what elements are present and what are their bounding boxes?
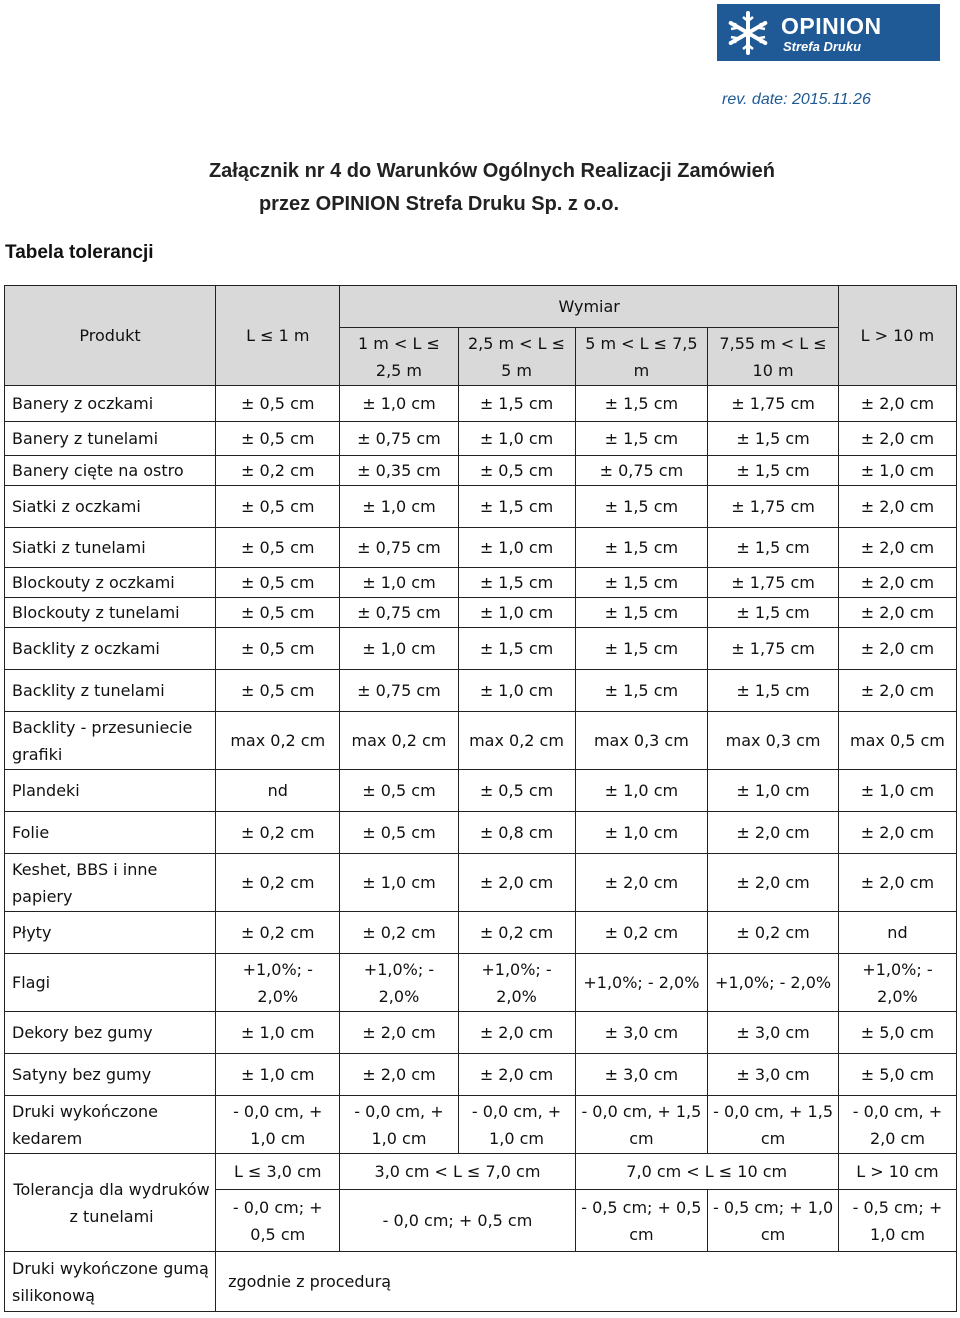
table-row — [5, 712, 957, 770]
tolerance-value: ± 1,0 cm — [340, 854, 458, 912]
tolerance-value: - 0,0 cm, + 1,5 cm — [708, 1096, 839, 1154]
tolerance-value: ± 1,0 cm — [340, 386, 458, 422]
tolerance-value: ± 1,75 cm — [708, 486, 839, 528]
tolerance-value: - 0,0 cm, + 1,5 cm — [575, 1096, 708, 1154]
product-name: Siatki z tunelami — [5, 528, 216, 568]
document-title-line-2: przez OPINION Strefa Druku Sp. z o.o. — [258, 193, 620, 215]
tolerance-value: ± 1,5 cm — [575, 486, 708, 528]
table-row — [5, 670, 957, 712]
header-product: Produkt — [5, 286, 216, 386]
tolerance-value: ± 3,0 cm — [708, 1012, 839, 1054]
tolerance-value: ± 1,5 cm — [575, 568, 708, 598]
tolerance-value: ± 1,0 cm — [838, 770, 956, 812]
product-name: Keshet, BBS i inne papiery — [5, 854, 216, 912]
tolerance-value: ± 1,5 cm — [458, 486, 575, 528]
tolerance-value: ± 0,8 cm — [458, 812, 575, 854]
tolerance-value: ± 0,75 cm — [575, 456, 708, 486]
product-name: Dekory bez gumy — [5, 1012, 216, 1054]
header-col-1: 1 m < L ≤ 2,5 m — [340, 328, 458, 386]
tunnel-range-header: L ≤ 3,0 cm — [216, 1154, 340, 1190]
tolerance-value: ± 1,0 cm — [838, 456, 956, 486]
product-name: Druki wykończone kedarem — [5, 1096, 216, 1154]
tolerance-value: ± 0,75 cm — [340, 670, 458, 712]
tolerance-value: ± 0,5 cm — [458, 456, 575, 486]
tolerance-value: ± 0,2 cm — [340, 912, 458, 954]
tolerance-value: ± 2,0 cm — [838, 598, 956, 628]
tunnel-header-row — [5, 1154, 957, 1190]
product-name: Blockouty z tunelami — [5, 598, 216, 628]
tolerance-value: ± 2,0 cm — [708, 854, 839, 912]
tolerance-value: ± 5,0 cm — [838, 1054, 956, 1096]
tolerance-value: ± 1,75 cm — [708, 386, 839, 422]
product-name: Folie — [5, 812, 216, 854]
tolerance-value: ± 1,75 cm — [708, 568, 839, 598]
tolerance-value: ± 2,0 cm — [838, 386, 956, 422]
tolerance-value: ± 5,0 cm — [838, 1012, 956, 1054]
header-dimension: Wymiar — [340, 286, 838, 328]
product-name: Siatki z oczkami — [5, 486, 216, 528]
tolerance-value: ± 0,5 cm — [216, 598, 340, 628]
tolerance-value: - 0,0 cm, + 2,0 cm — [838, 1096, 956, 1154]
product-name: Backlity - przesuniecie grafiki — [5, 712, 216, 770]
tolerance-value: ± 0,5 cm — [340, 770, 458, 812]
tolerance-value: ± 1,0 cm — [458, 670, 575, 712]
tolerance-value: ± 1,5 cm — [708, 528, 839, 568]
header-col-2: 2,5 m < L ≤ 5 m — [458, 328, 575, 386]
tolerance-value: ± 1,0 cm — [458, 528, 575, 568]
tolerance-value: ± 1,0 cm — [708, 770, 839, 812]
tunnel-product-name: Tolerancja dla wydruków z tunelami — [5, 1154, 216, 1252]
product-name: Banery cięte na ostro — [5, 456, 216, 486]
tolerance-value: max 0,2 cm — [458, 712, 575, 770]
tolerance-value: +1,0%; - 2,0% — [838, 954, 956, 1012]
product-name: Banery z oczkami — [5, 386, 216, 422]
tunnel-range-header: L > 10 cm — [838, 1154, 956, 1190]
header-col-0: L ≤ 1 m — [216, 286, 340, 386]
tolerance-value: ± 0,75 cm — [340, 422, 458, 456]
product-name: Płyty — [5, 912, 216, 954]
tunnel-range-header: 7,0 cm < L ≤ 10 cm — [575, 1154, 838, 1190]
tolerance-value: ± 2,0 cm — [458, 854, 575, 912]
header-col-4: 7,55 m < L ≤ 10 m — [708, 328, 839, 386]
product-name: Blockouty z oczkami — [5, 568, 216, 598]
table-row — [5, 1252, 957, 1312]
tolerance-value: ± 1,0 cm — [340, 568, 458, 598]
tolerance-value: ± 2,0 cm — [838, 854, 956, 912]
tolerance-value: - 0,0 cm, + 1,0 cm — [216, 1096, 340, 1154]
header-row-dimension — [5, 286, 957, 328]
logo-name: OPINION — [781, 13, 882, 39]
tolerance-value: ± 2,0 cm — [575, 854, 708, 912]
tolerance-value: ± 0,2 cm — [575, 912, 708, 954]
product-name: Flagi — [5, 954, 216, 1012]
tolerance-value: +1,0%; - 2,0% — [575, 954, 708, 1012]
tolerance-value: ± 1,5 cm — [708, 422, 839, 456]
tolerance-value: max 0,2 cm — [216, 712, 340, 770]
tolerance-value: ± 1,0 cm — [340, 628, 458, 670]
tolerance-value: ± 0,5 cm — [340, 812, 458, 854]
tolerance-value: ± 1,5 cm — [575, 628, 708, 670]
tolerance-value: max 0,3 cm — [575, 712, 708, 770]
tolerance-value: ± 0,2 cm — [216, 854, 340, 912]
tolerance-value: +1,0%; - 2,0% — [340, 954, 458, 1012]
tolerance-value: nd — [216, 770, 340, 812]
table-row — [5, 528, 957, 568]
tolerance-value: ± 2,0 cm — [838, 812, 956, 854]
table-row — [5, 486, 957, 528]
table-row — [5, 456, 957, 486]
table-row — [5, 598, 957, 628]
tunnel-value: - 0,0 cm; + 0,5 cm — [216, 1190, 340, 1252]
tolerance-value: ± 0,5 cm — [216, 386, 340, 422]
tolerance-value: ± 2,0 cm — [838, 568, 956, 598]
revision-date: rev. date: 2015.11.26 — [722, 91, 871, 108]
tolerance-value: ± 0,2 cm — [458, 912, 575, 954]
tolerance-value: ± 1,5 cm — [458, 628, 575, 670]
tolerance-value: ± 2,0 cm — [458, 1054, 575, 1096]
tolerance-value: ± 1,75 cm — [708, 628, 839, 670]
tolerance-value: - 0,0 cm, + 1,0 cm — [340, 1096, 458, 1154]
tolerance-value: ± 0,2 cm — [708, 912, 839, 954]
tolerance-value: ± 1,0 cm — [340, 486, 458, 528]
tolerance-value: ± 0,75 cm — [340, 528, 458, 568]
table-row — [5, 770, 957, 812]
tolerance-value: ± 3,0 cm — [575, 1012, 708, 1054]
tolerance-value: max 0,5 cm — [838, 712, 956, 770]
logo-subtitle: Strefa Druku — [783, 39, 862, 54]
tolerance-value: ± 2,0 cm — [708, 812, 839, 854]
product-name: Plandeki — [5, 770, 216, 812]
table-row — [5, 568, 957, 598]
tolerance-value: ± 0,5 cm — [216, 628, 340, 670]
tolerance-value: ± 2,0 cm — [838, 670, 956, 712]
snowflake-logo-icon — [725, 10, 771, 56]
table-row — [5, 1096, 957, 1154]
table-row — [5, 812, 957, 854]
tolerance-value: ± 1,5 cm — [575, 386, 708, 422]
tolerance-value: ± 0,2 cm — [216, 912, 340, 954]
tolerance-value: ± 1,0 cm — [575, 812, 708, 854]
tolerance-value: ± 3,0 cm — [708, 1054, 839, 1096]
procedure-note: zgodnie z procedurą — [216, 1252, 957, 1312]
tolerance-value: ± 1,5 cm — [575, 598, 708, 628]
tunnel-value: - 0,0 cm; + 0,5 cm — [340, 1190, 575, 1252]
tolerance-value: ± 1,5 cm — [575, 422, 708, 456]
tolerance-value: +1,0%; - 2,0% — [216, 954, 340, 1012]
tolerance-value: ± 1,5 cm — [458, 386, 575, 422]
tolerance-value: ± 0,35 cm — [340, 456, 458, 486]
tolerance-value: ± 0,5 cm — [216, 422, 340, 456]
tolerance-value: +1,0%; - 2,0% — [708, 954, 839, 1012]
tolerance-value: ± 0,5 cm — [458, 770, 575, 812]
product-name: Backlity z tunelami — [5, 670, 216, 712]
document-title-line-1: Załącznik nr 4 do Warunków Ogólnych Realizacji Zamówień — [208, 160, 776, 182]
tunnel-range-header: 3,0 cm < L ≤ 7,0 cm — [340, 1154, 575, 1190]
tolerance-value: ± 1,5 cm — [708, 456, 839, 486]
table-row — [5, 954, 957, 1012]
header-col-3: 5 m < L ≤ 7,5 m — [575, 328, 708, 386]
tolerance-value: ± 1,5 cm — [575, 528, 708, 568]
tunnel-value: - 0,5 cm; + 0,5 cm — [575, 1190, 708, 1252]
tolerance-table — [4, 285, 957, 1312]
tolerance-value: - 0,0 cm, + 1,0 cm — [458, 1096, 575, 1154]
tolerance-value: max 0,3 cm — [708, 712, 839, 770]
table-row — [5, 854, 957, 912]
tolerance-value: ± 0,75 cm — [340, 598, 458, 628]
tolerance-value: ± 1,5 cm — [708, 598, 839, 628]
tolerance-value: ± 2,0 cm — [340, 1012, 458, 1054]
header-col-5: L > 10 m — [838, 286, 956, 386]
tolerance-value: max 0,2 cm — [340, 712, 458, 770]
tolerance-value: +1,0%; - 2,0% — [458, 954, 575, 1012]
tolerance-value: ± 3,0 cm — [575, 1054, 708, 1096]
tunnel-value: - 0,5 cm; + 1,0 cm — [838, 1190, 956, 1252]
tolerance-value: ± 1,0 cm — [575, 770, 708, 812]
product-name: Backlity z oczkami — [5, 628, 216, 670]
tolerance-value: ± 1,5 cm — [708, 670, 839, 712]
tolerance-value: ± 0,5 cm — [216, 568, 340, 598]
tolerance-value: ± 2,0 cm — [838, 486, 956, 528]
tolerance-value: ± 0,2 cm — [216, 812, 340, 854]
table-row — [5, 912, 957, 954]
tolerance-value: ± 0,5 cm — [216, 528, 340, 568]
tolerance-value: ± 1,5 cm — [458, 568, 575, 598]
table-title: Tabela tolerancji — [5, 242, 154, 263]
tunnel-value: - 0,5 cm; + 1,0 cm — [708, 1190, 839, 1252]
product-name: Satyny bez gumy — [5, 1054, 216, 1096]
tolerance-value: ± 0,5 cm — [216, 486, 340, 528]
tolerance-value: ± 2,0 cm — [838, 628, 956, 670]
tolerance-value: nd — [838, 912, 956, 954]
tolerance-value: ± 0,2 cm — [216, 456, 340, 486]
opinion-logo — [717, 4, 940, 61]
tolerance-value: ± 2,0 cm — [838, 528, 956, 568]
table-row — [5, 386, 957, 422]
tolerance-value: ± 0,5 cm — [216, 670, 340, 712]
tolerance-value: ± 1,0 cm — [458, 598, 575, 628]
tolerance-value: ± 1,5 cm — [575, 670, 708, 712]
product-name: Banery z tunelami — [5, 422, 216, 456]
table-row — [5, 1012, 957, 1054]
tolerance-value: ± 1,0 cm — [216, 1054, 340, 1096]
tolerance-value: ± 2,0 cm — [340, 1054, 458, 1096]
table-row — [5, 628, 957, 670]
tolerance-value: ± 1,0 cm — [458, 422, 575, 456]
table-row — [5, 422, 957, 456]
product-name: Druki wykończone gumą silikonową — [5, 1252, 216, 1312]
tolerance-value: ± 1,0 cm — [216, 1012, 340, 1054]
tolerance-value: ± 2,0 cm — [458, 1012, 575, 1054]
tolerance-value: ± 2,0 cm — [838, 422, 956, 456]
table-row — [5, 1054, 957, 1096]
